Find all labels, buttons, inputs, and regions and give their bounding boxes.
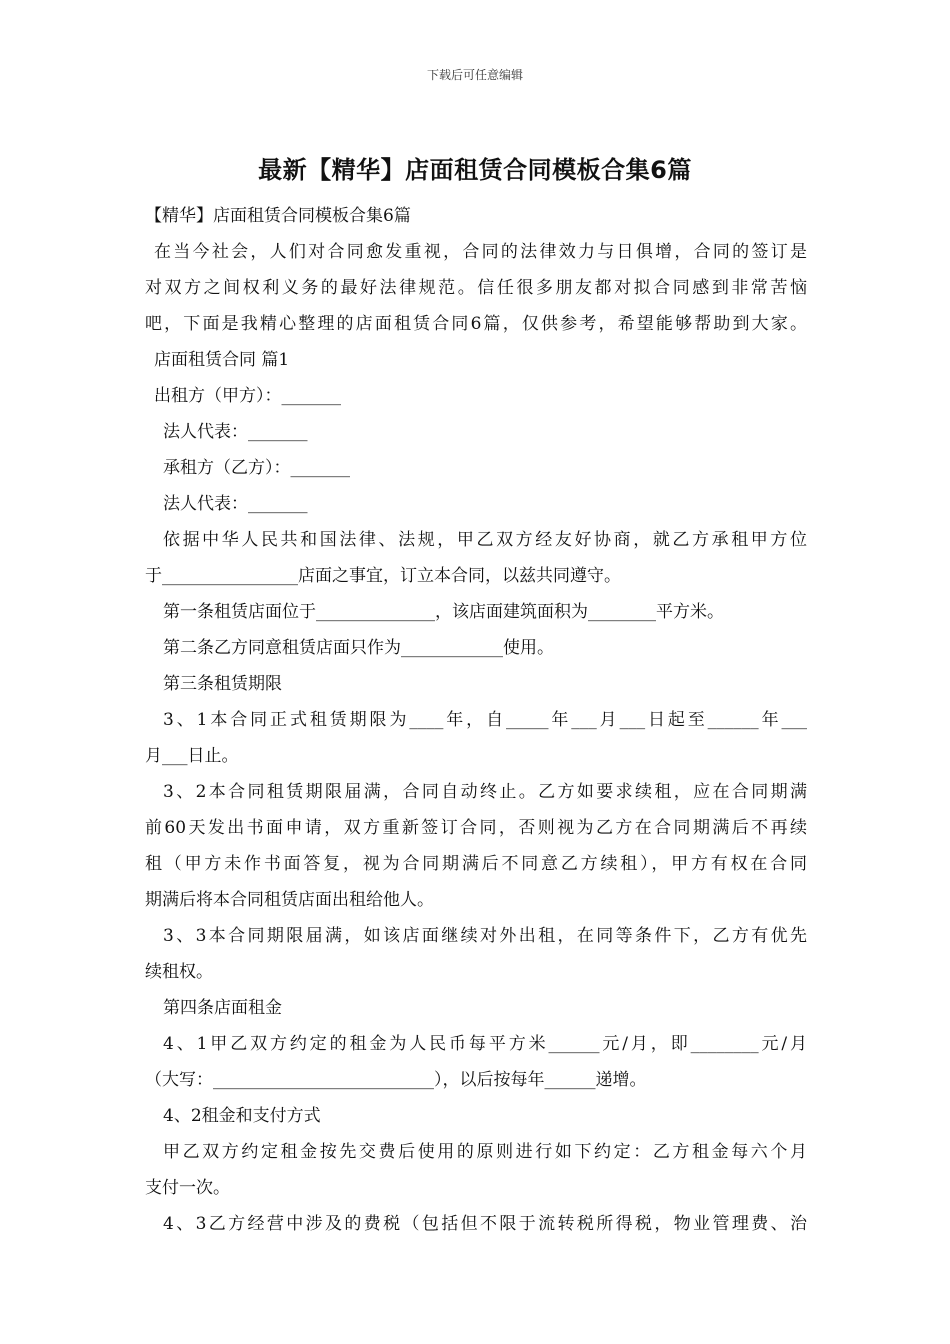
- text-line: 3、3本合同期限届满，如该店面继续对外出租，在同等条件下，乙方有优先: [163, 926, 807, 946]
- text-line: 第二条乙方同意租赁店面只作为____________使用。: [163, 638, 554, 658]
- text-line: 在当今社会，人们对合同愈发重视，合同的法律效力与日俱增，合同的签订是: [154, 242, 807, 262]
- text-line: 于________________店面之事宜，订立本合同，以兹共同遵守。: [145, 566, 621, 586]
- text-line: 第三条租赁期限: [163, 674, 282, 694]
- text-line: 租（甲方未作书面答复，视为合同期满后不同意乙方续租），甲方有权在合同: [145, 854, 807, 874]
- text-line: 第一条租赁店面位于______________，该店面建筑面积为________平方米。: [163, 602, 724, 622]
- document-title: 最新【精华】店面租赁合同模板合集6篇: [258, 156, 692, 184]
- text-line: 4、1甲乙双方约定的租金为人民币每平方米______元/月，即________元/月: [163, 1034, 807, 1054]
- text-line: 法人代表：_______: [163, 422, 308, 442]
- text-line: 4、2租金和支付方式: [163, 1106, 321, 1126]
- text-line: 支付一次。: [145, 1178, 230, 1198]
- text-line: 法人代表：_______: [163, 494, 308, 514]
- text-line: 月___日止。: [145, 746, 239, 766]
- text-line: 承租方（乙方）：_______: [163, 458, 350, 478]
- text-line: 前60天发出书面申请，双方重新签订合同，否则视为乙方在合同期满后不再续: [145, 818, 807, 838]
- text-line: 续租权。: [145, 962, 213, 982]
- text-line: 期满后将本合同租赁店面出租给他人。: [145, 890, 434, 910]
- text-line: 对双方之间权利义务的最好法律规范。信任很多朋友都对拟合同感到非常苦恼: [145, 278, 807, 298]
- text-line: 4、3乙方经营中涉及的费税（包括但不限于流转税所得税，物业管理费、治: [163, 1214, 807, 1234]
- text-line: 依据中华人民共和国法律、法规，甲乙双方经友好协商，就乙方承租甲方位: [163, 530, 807, 550]
- header-note: 下载后可任意编辑: [426, 68, 523, 82]
- text-line: 3、1本合同正式租赁期限为____年，自_____年___月___日起至______年___: [163, 710, 807, 730]
- text-line: 吧，下面是我精心整理的店面租赁合同6篇，仅供参考，希望能够帮助到大家。: [145, 314, 807, 334]
- text-line: 出租方（甲方）：_______: [154, 386, 341, 406]
- text-line: 3、2本合同租赁期限届满，合同自动终止。乙方如要求续租，应在合同期满: [163, 782, 807, 802]
- text-line: 【精华】店面租赁合同模板合集6篇: [145, 206, 411, 226]
- text-line: （大写：__________________________），以后按每年______递增。: [145, 1070, 647, 1090]
- document-body: [145, 198, 807, 1242]
- text-line: 店面租赁合同 篇1: [154, 350, 290, 370]
- text-line: 第四条店面租金: [163, 998, 282, 1018]
- text-line: 甲乙双方约定租金按先交费后使用的原则进行如下约定：乙方租金每六个月: [163, 1142, 807, 1162]
